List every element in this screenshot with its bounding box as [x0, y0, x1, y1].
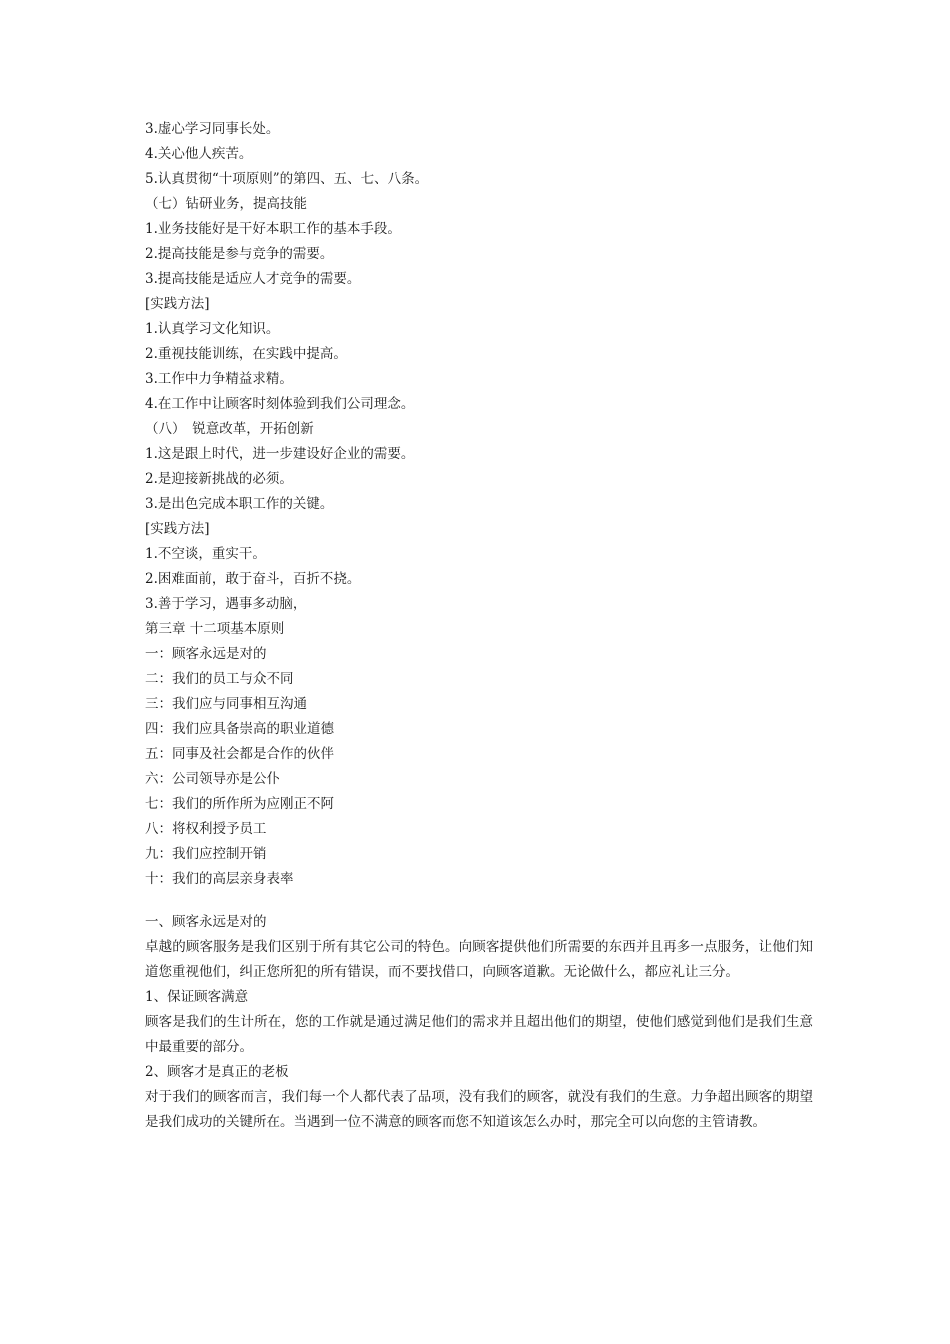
subsection-paragraph: 顾客是我们的生计所在，您的工作就是通过满足他们的需求并且超出他们的期望，使他们感觉到他们是我们生意中最重要的部分。	[145, 1014, 813, 1055]
principle-item: 八：将权利授予员工	[145, 821, 267, 837]
practice-method-label: [实践方法]	[145, 521, 210, 537]
document-page	[145, 117, 813, 1135]
text-line: 1.业务技能好是干好本职工作的基本手段。	[145, 221, 401, 237]
text-line: 3.工作中力争精益求精。	[145, 371, 293, 387]
section-heading: 一、顾客永远是对的	[145, 914, 267, 930]
text-line: 3.虚心学习同事长处。	[145, 121, 280, 137]
principle-item: 九：我们应控制开销	[145, 846, 267, 862]
subsection-title: 1、保证顾客满意	[145, 989, 249, 1005]
text-line: 1.认真学习文化知识。	[145, 321, 280, 337]
principle-item: 四：我们应具备崇高的职业道德	[145, 721, 334, 737]
principle-item: 六：公司领导亦是公仆	[145, 771, 280, 787]
section-heading: （七）钻研业务，提高技能	[145, 196, 307, 212]
subsection-title: 2、顾客才是真正的老板	[145, 1064, 289, 1080]
text-line: 1.不空谈，重实干。	[145, 546, 266, 562]
principle-item: 三：我们应与同事相互沟通	[145, 696, 307, 712]
principle-item: 七：我们的所作所为应刚正不阿	[145, 796, 334, 812]
intro-paragraph: 卓越的顾客服务是我们区别于所有其它公司的特色。向顾客提供他们所需要的东西并且再多一点服务，让他们知道您重视他们，纠正您所犯的所有错误，而不要找借口，向顾客道歉。无论做什么，都应礼让三分。	[145, 939, 813, 980]
practice-method-label: [实践方法]	[145, 296, 210, 312]
text-line: 5.认真贯彻“十项原则”的第四、五、七、八条。	[145, 171, 429, 187]
text-line: 2.重视技能训练，在实践中提高。	[145, 346, 347, 362]
text-line: 4.在工作中让顾客时刻体验到我们公司理念。	[145, 396, 415, 412]
text-line: 2.是迎接新挑战的必须。	[145, 471, 293, 487]
text-line: 3.是出色完成本职工作的关键。	[145, 496, 334, 512]
text-line: 3.善于学习，遇事多动脑，	[145, 596, 307, 612]
principle-item: 一：顾客永远是对的	[145, 646, 267, 662]
principle-item: 二：我们的员工与众不同	[145, 671, 294, 687]
text-line: 2.困难面前，敢于奋斗，百折不挠。	[145, 571, 361, 587]
blank-line	[145, 892, 813, 910]
principle-item: 五：同事及社会都是合作的伙伴	[145, 746, 334, 762]
text-line: 2.提高技能是参与竞争的需要。	[145, 246, 334, 262]
section-heading: （八） 锐意改革，开拓创新	[145, 421, 314, 437]
chapter-title: 第三章 十二项基本原则	[145, 621, 285, 637]
subsection-paragraph: 对于我们的顾客而言，我们每一个人都代表了品项，没有我们的顾客，就没有我们的生意。力争超出顾客的期望是我们成功的关键所在。当遇到一位不满意的顾客而您不知道该怎么办时，那完全可以向您的主管请教。	[145, 1089, 813, 1130]
principle-item: 十：我们的高层亲身表率	[145, 871, 294, 887]
text-line: 4.关心他人疾苦。	[145, 146, 253, 162]
text-line: 3.提高技能是适应人才竞争的需要。	[145, 271, 361, 287]
text-line: 1.这是跟上时代，进一步建设好企业的需要。	[145, 446, 415, 462]
